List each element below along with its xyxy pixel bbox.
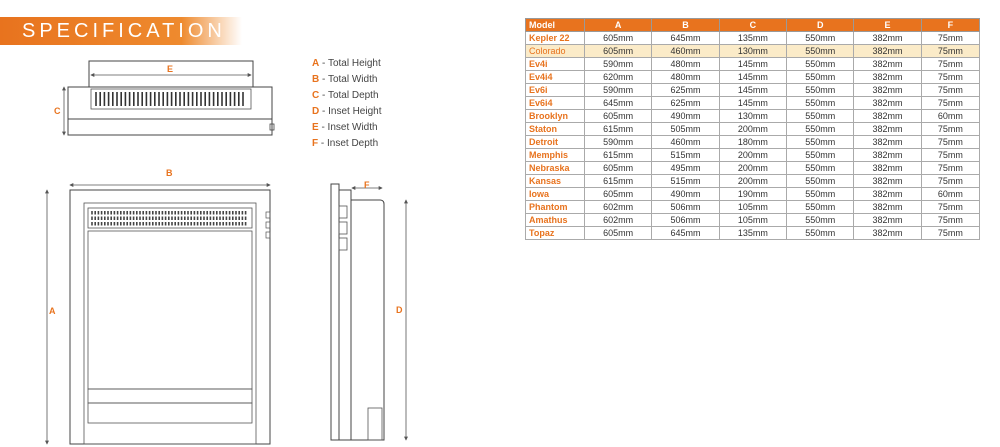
model-name-cell: Ev6i (526, 84, 585, 97)
table-cell: 615mm (585, 149, 652, 162)
model-name-cell: Kansas (526, 175, 585, 188)
table-cell: 200mm (719, 123, 786, 136)
table-cell: 615mm (585, 123, 652, 136)
table-cell: 550mm (787, 149, 854, 162)
table-cell: 382mm (854, 32, 921, 45)
table-cell: 75mm (921, 227, 979, 240)
table-cell: 382mm (854, 110, 921, 123)
column-header: B (652, 19, 719, 32)
page-title: SPECIFICATION (22, 20, 226, 42)
table-row (526, 84, 980, 97)
table-cell: 550mm (787, 58, 854, 71)
table-cell: 645mm (652, 32, 719, 45)
table-cell: 550mm (787, 162, 854, 175)
legend-item (312, 136, 382, 152)
table-row (526, 71, 980, 84)
table-row (526, 110, 980, 123)
table-cell: 75mm (921, 136, 979, 149)
table-cell: 602mm (585, 214, 652, 227)
table-cell: 75mm (921, 214, 979, 227)
model-name-cell: Iowa (526, 188, 585, 201)
table-cell: 590mm (585, 58, 652, 71)
table-cell: 382mm (854, 136, 921, 149)
table-cell: 105mm (719, 214, 786, 227)
column-header: Model (526, 19, 585, 32)
table-cell: 75mm (921, 45, 979, 58)
table-cell: 590mm (585, 84, 652, 97)
table-cell: 620mm (585, 71, 652, 84)
table-cell: 615mm (585, 175, 652, 188)
table-cell: 605mm (585, 188, 652, 201)
table-cell: 550mm (787, 84, 854, 97)
column-header: C (719, 19, 786, 32)
legend-letter: D (312, 106, 320, 117)
table-cell: 605mm (585, 162, 652, 175)
table-cell: 60mm (921, 188, 979, 201)
column-header: D (787, 19, 854, 32)
table-cell: 625mm (652, 84, 719, 97)
model-name-cell: Brooklyn (526, 110, 585, 123)
dimension-legend (312, 56, 382, 152)
table-cell: 135mm (719, 227, 786, 240)
table-cell: 550mm (787, 214, 854, 227)
table-cell: 382mm (854, 123, 921, 136)
legend-item (312, 72, 382, 88)
table-cell: 382mm (854, 58, 921, 71)
table-cell: 550mm (787, 123, 854, 136)
model-name-cell: Nebraska (526, 162, 585, 175)
table-row (526, 136, 980, 149)
table-cell: 550mm (787, 97, 854, 110)
table-cell: 130mm (719, 110, 786, 123)
table-cell: 382mm (854, 214, 921, 227)
table-cell: 625mm (652, 97, 719, 110)
table-cell: 382mm (854, 45, 921, 58)
table-cell: 550mm (787, 188, 854, 201)
table-cell: 602mm (585, 201, 652, 214)
table-cell: 60mm (921, 110, 979, 123)
model-name-cell: Staton (526, 123, 585, 136)
table-row (526, 149, 980, 162)
legend-item (312, 104, 382, 120)
top-view (54, 61, 274, 135)
table-row (526, 162, 980, 175)
table-row (526, 214, 980, 227)
legend-letter: B (312, 74, 320, 85)
model-name-cell: Topaz (526, 227, 585, 240)
table-header-row (526, 19, 980, 32)
dimension-label-c: C (54, 106, 61, 116)
table-cell: 75mm (921, 32, 979, 45)
legend-item (312, 88, 382, 104)
table-cell: 550mm (787, 32, 854, 45)
dimension-label-f: F (364, 180, 370, 190)
table-row (526, 58, 980, 71)
table-cell: 135mm (719, 32, 786, 45)
legend-label: - Total Width (319, 74, 378, 85)
table-row (526, 227, 980, 240)
legend-item (312, 56, 382, 72)
specification-table (525, 18, 980, 240)
table-cell: 145mm (719, 97, 786, 110)
table-cell: 505mm (652, 123, 719, 136)
column-header: E (854, 19, 921, 32)
legend-label: - Inset Height (319, 106, 382, 117)
table-cell: 75mm (921, 149, 979, 162)
table-cell: 75mm (921, 175, 979, 188)
model-name-cell: Detroit (526, 136, 585, 149)
column-header: F (921, 19, 979, 32)
legend-label: - Total Height (319, 58, 381, 69)
table-row (526, 123, 980, 136)
model-name-cell: Ev4i4 (526, 71, 585, 84)
model-name-cell: Memphis (526, 149, 585, 162)
table-cell: 480mm (652, 71, 719, 84)
table-cell: 75mm (921, 84, 979, 97)
table-cell: 75mm (921, 97, 979, 110)
table-cell: 75mm (921, 58, 979, 71)
table-cell: 590mm (585, 136, 652, 149)
table-cell: 75mm (921, 162, 979, 175)
table-cell: 382mm (854, 188, 921, 201)
table-cell: 145mm (719, 84, 786, 97)
table-body (526, 32, 980, 240)
model-name-cell: Phantom (526, 201, 585, 214)
dimension-label-d: D (396, 305, 403, 315)
table-cell: 495mm (652, 162, 719, 175)
model-name-cell: Ev6i4 (526, 97, 585, 110)
table-cell: 75mm (921, 123, 979, 136)
table-cell: 382mm (854, 201, 921, 214)
legend-label: - Total Depth (319, 90, 379, 101)
dimension-label-e: E (167, 64, 174, 74)
table-row (526, 97, 980, 110)
table-cell: 200mm (719, 175, 786, 188)
table-cell: 190mm (719, 188, 786, 201)
table-cell: 605mm (585, 110, 652, 123)
table-cell: 550mm (787, 136, 854, 149)
table-cell: 506mm (652, 201, 719, 214)
table-cell: 515mm (652, 175, 719, 188)
dimension-label-b: B (166, 168, 173, 178)
legend-label: - Inset Width (318, 122, 378, 133)
table-cell: 382mm (854, 84, 921, 97)
model-name-cell: Amathus (526, 214, 585, 227)
table-cell: 490mm (652, 188, 719, 201)
legend-item (312, 120, 382, 136)
table-row (526, 201, 980, 214)
front-view (47, 168, 270, 444)
table-cell: 460mm (652, 136, 719, 149)
table-cell: 382mm (854, 227, 921, 240)
legend-label: - Inset Depth (318, 138, 379, 149)
table-cell: 382mm (854, 71, 921, 84)
table-cell: 605mm (585, 227, 652, 240)
legend-letter: E (312, 122, 319, 133)
table-cell: 200mm (719, 149, 786, 162)
table-cell: 75mm (921, 201, 979, 214)
legend-letter: A (312, 58, 320, 69)
table-cell: 550mm (787, 71, 854, 84)
table-cell: 645mm (652, 227, 719, 240)
table-cell: 605mm (585, 32, 652, 45)
table-cell: 515mm (652, 149, 719, 162)
table-cell: 550mm (787, 227, 854, 240)
table-cell: 382mm (854, 175, 921, 188)
table-cell: 460mm (652, 45, 719, 58)
legend-letter: F (312, 138, 319, 149)
dimension-label-a: A (49, 306, 56, 316)
table-cell: 200mm (719, 162, 786, 175)
table-row (526, 175, 980, 188)
table-cell: 382mm (854, 97, 921, 110)
table-cell: 480mm (652, 58, 719, 71)
table-cell: 130mm (719, 45, 786, 58)
table-cell: 145mm (719, 58, 786, 71)
column-header: A (585, 19, 652, 32)
side-view (331, 180, 406, 440)
table-cell: 145mm (719, 71, 786, 84)
table-cell: 550mm (787, 110, 854, 123)
legend-letter: C (312, 90, 320, 101)
model-name-cell: Kepler 22 (526, 32, 585, 45)
table-row (526, 188, 980, 201)
table-cell: 180mm (719, 136, 786, 149)
table-cell: 105mm (719, 201, 786, 214)
table-cell: 506mm (652, 214, 719, 227)
table-cell: 550mm (787, 201, 854, 214)
table-row (526, 45, 980, 58)
table-cell: 75mm (921, 71, 979, 84)
table-cell: 605mm (585, 45, 652, 58)
table-cell: 382mm (854, 149, 921, 162)
table-cell: 645mm (585, 97, 652, 110)
table-cell: 382mm (854, 162, 921, 175)
table-cell: 550mm (787, 45, 854, 58)
model-name-cell: Colorado (526, 45, 585, 58)
table-cell: 550mm (787, 175, 854, 188)
table-cell: 490mm (652, 110, 719, 123)
table-row (526, 32, 980, 45)
model-name-cell: Ev4i (526, 58, 585, 71)
